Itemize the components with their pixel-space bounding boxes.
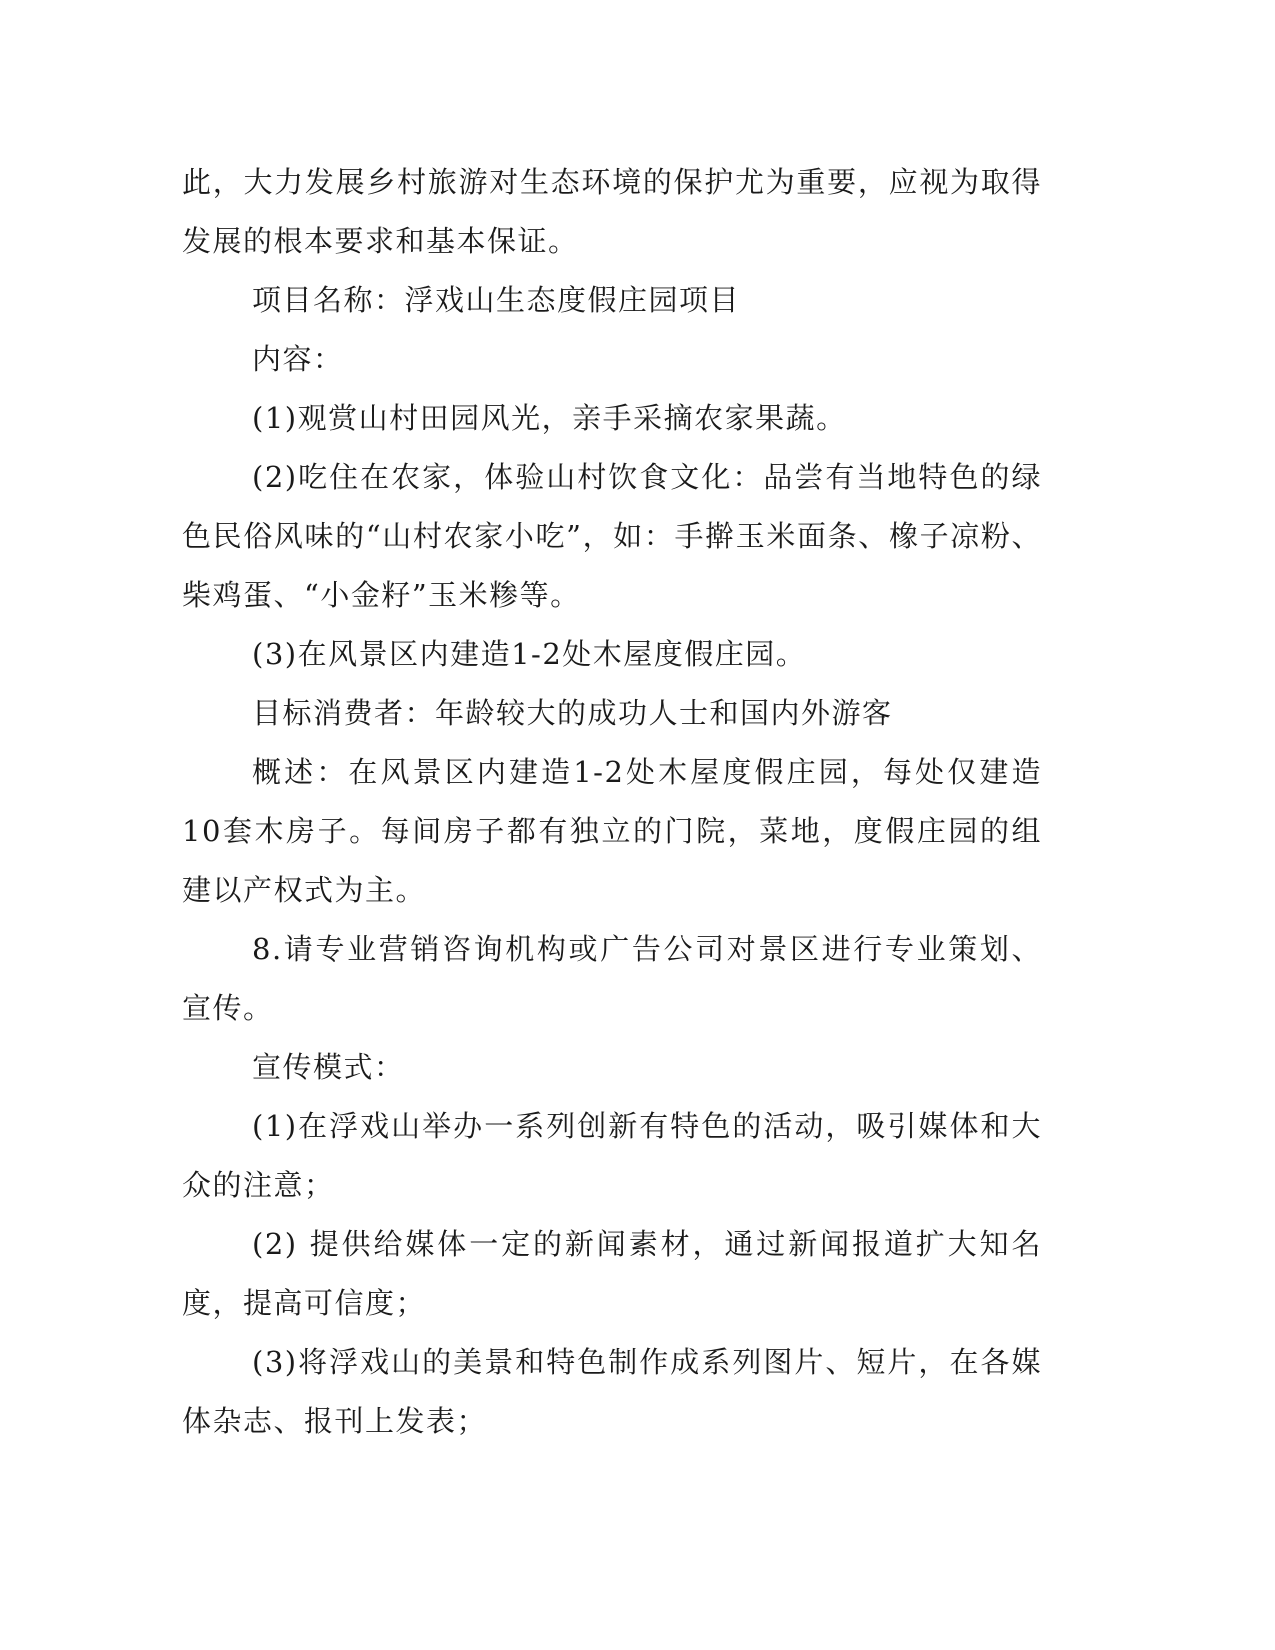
paragraph-content-heading: 内容：: [252, 342, 344, 376]
document-body: [182, 153, 1042, 1451]
paragraph-overview: 概述：在风景区内建造1-2处木屋度假庄园，每处仅建造10套木房子。每间房子都有独立的门院，菜地，度假庄园的组建以产权式为主。: [182, 755, 1042, 907]
paragraph-content-item-1: (1)观赏山村田园风光，亲手采摘农家果蔬。: [252, 401, 847, 435]
paragraph-project-name: 项目名称：浮戏山生态度假庄园项目: [252, 283, 741, 317]
paragraph-promotion-heading: 宣传模式：: [252, 1050, 405, 1084]
paragraph-content-item-3: (3)在风景区内建造1-2处木屋度假庄园。: [252, 637, 807, 671]
paragraph-promotion-item-1: (1)在浮戏山举办一系列创新有特色的活动，吸引媒体和大众的注意；: [182, 1109, 1042, 1202]
paragraph-promotion-item-2: (2) 提供给媒体一定的新闻素材，通过新闻报道扩大知名度，提高可信度；: [182, 1227, 1042, 1320]
paragraph-content-item-2: (2)吃住在农家，体验山村饮食文化：品尝有当地特色的绿色民俗风味的“山村农家小吃”，如：手擀玉米面条、橡子凉粉、柴鸡蛋、“小金籽”玉米糁等。: [182, 460, 1042, 612]
paragraph-promotion-item-3: (3)将浮戏山的美景和特色制作成系列图片、短片，在各媒体杂志、报刊上发表；: [182, 1345, 1042, 1438]
paragraph-section-8: 8.请专业营销咨询机构或广告公司对景区进行专业策划、宣传。: [182, 932, 1042, 1025]
paragraph-intro-continuation: 此，大力发展乡村旅游对生态环境的保护尤为重要，应视为取得发展的根本要求和基本保证。: [182, 165, 1042, 258]
paragraph-target-consumers: 目标消费者：年龄较大的成功人士和国内外游客: [252, 696, 893, 730]
